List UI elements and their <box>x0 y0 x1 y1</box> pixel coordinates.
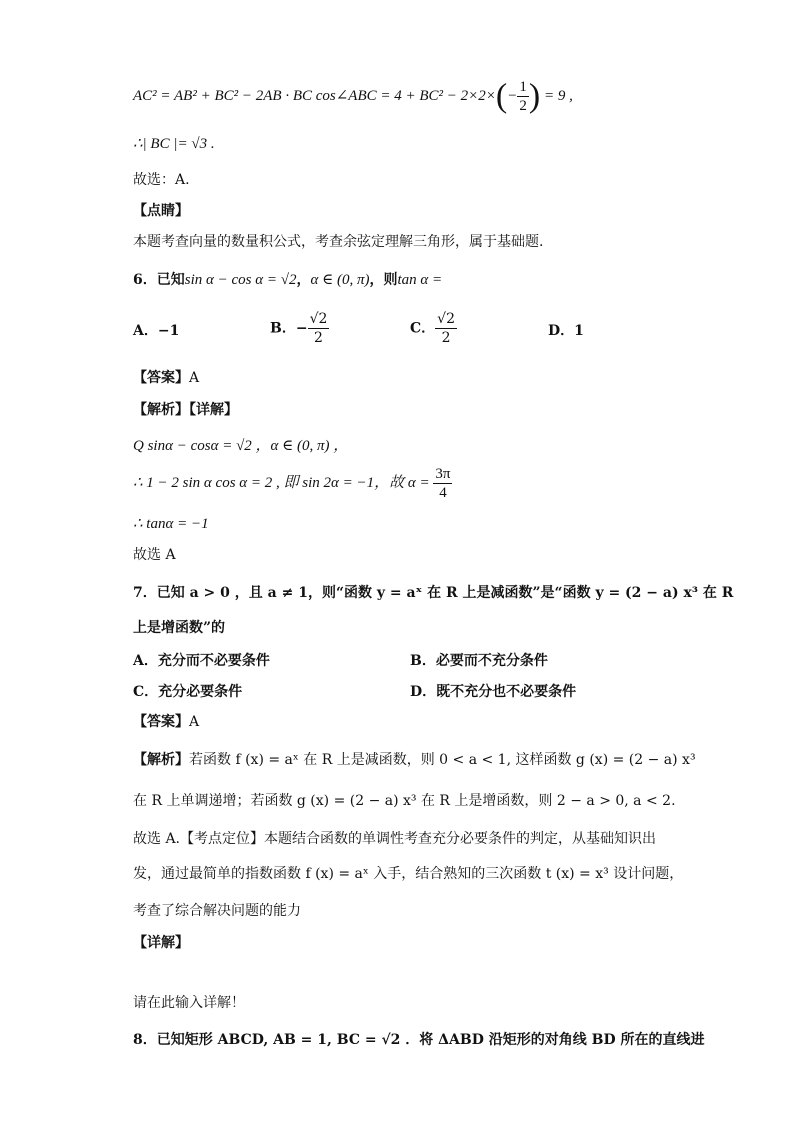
fraction-one-half <box>517 78 529 115</box>
q6-option-b-fraction <box>308 310 330 347</box>
fraction-numerator: 1 <box>519 79 527 95</box>
q7-stem-line-1: 7．已知 a > 0 ，且 a ≠ 1，则“函数 y = aˣ 在 R 上是减函数”是“函数 y = (2 − a) x³ 在 R <box>133 585 734 601</box>
q6-option-c-label: C． <box>410 320 436 337</box>
q8-stem: 8．已知矩形 ABCD, AB = 1, BC = √2 ．将 ΔABD 沿矩形的对角线 BD 所在的直线进 <box>133 1032 705 1048</box>
q7-analysis-line-4: 发，通过最简单的指数函数 f (x) = aˣ 入手，结合熟知的三次函数 t (x) = x³ 设计问题， <box>133 866 684 882</box>
q6-option-b-label: B．− <box>270 320 308 337</box>
q6-stem-interval: α ∈ (0, π) <box>310 272 370 288</box>
q6-answer <box>133 368 199 388</box>
q6-stem <box>133 270 442 290</box>
q6-step-2-text: ∴ 1 − 2 sin α cos α = 2 , 即 sin 2α = −1，故 α = <box>133 474 430 491</box>
fraction-denominator: 2 <box>314 330 323 346</box>
q7-option-a: A．充分而不必要条件 <box>133 653 270 669</box>
fraction-numerator: √2 <box>437 311 455 327</box>
bc-result: ∴| BC |= √3 . <box>133 136 215 152</box>
fraction-numerator: √2 <box>309 311 328 327</box>
cosine-law-line <box>133 78 573 115</box>
q6-option-c <box>410 310 457 347</box>
q6-stem-comma: ， <box>296 272 311 288</box>
q6-analysis-header: 【解析】【详解】 <box>133 402 238 418</box>
choice-line-5: 故选：A. <box>133 172 190 188</box>
q6-stem-question: tan α = <box>397 272 443 288</box>
q7-detail-header: 【详解】 <box>133 935 189 951</box>
answer-label: 【答案】 <box>133 714 189 730</box>
q7-option-b: B．必要而不充分条件 <box>410 653 548 669</box>
q7-option-c: C．充分必要条件 <box>133 684 243 700</box>
minus-sign: − <box>507 87 518 104</box>
answer-value: A <box>189 370 200 386</box>
q7-analysis-line-5: 考查了综合解决问题的能力 <box>133 903 301 919</box>
analysis-text: 若函数 f (x) = aˣ 在 R 上是减函数，则 0 < a < 1, 这样函数 g (x) = (2 − a) x³ <box>189 752 696 768</box>
fraction-numerator: 3π <box>435 466 451 482</box>
q6-step-1: Q sinα − cosα = √2 ，α ∈ (0, π) ， <box>133 438 349 454</box>
q6-step-3: ∴ tanα = −1 <box>133 516 209 532</box>
analysis-label: 【解析】 <box>133 752 189 768</box>
q6-option-a: A．−1 <box>133 323 180 339</box>
answer-label: 【答案】 <box>133 370 189 386</box>
cosine-law-tail: = 9 , <box>543 87 573 104</box>
q6-stem-prefix: 6．已知 <box>133 272 185 288</box>
q7-option-d: D．既不充分也不必要条件 <box>410 684 577 700</box>
answer-value: A <box>189 714 200 730</box>
cosine-law-text: AC² = AB² + BC² − 2AB · BC cos∠ABC = 4 + BC² − 2×2× <box>133 87 496 104</box>
q6-stem-then: ，则 <box>369 272 398 288</box>
fraction-denominator: 2 <box>441 330 451 346</box>
left-paren: ( <box>495 77 508 115</box>
q6-three-pi-over-four <box>433 465 452 502</box>
q6-option-d: D．1 <box>548 323 584 339</box>
q7-analysis-line-3: 故选 A.【考点定位】本题结合函数的单调性考查充分必要条件的判定，从基础知识出 <box>133 831 657 847</box>
q6-option-c-fraction <box>435 310 457 347</box>
q6-option-b <box>270 310 329 347</box>
q6-stem-equation: sin α − cos α = √2 <box>184 272 297 288</box>
q6-step-2 <box>133 465 452 502</box>
q7-stem-line-2: 上是增函数”的 <box>133 620 226 636</box>
q7-analysis-line-1 <box>133 750 696 770</box>
comment-text: 本题考查向量的数量积公式，考查余弦定理解三角形，属于基础题. <box>133 234 544 250</box>
q7-detail-text: 请在此输入详解！ <box>133 995 245 1011</box>
right-paren: ) <box>528 77 541 115</box>
q6-choice: 故选 A <box>133 547 176 563</box>
q7-analysis-line-2: 在 R 上单调递增；若函数 g (x) = (2 − a) x³ 在 R 上是增函数，则 2 − a > 0, a < 2. <box>133 793 676 809</box>
fraction-denominator: 4 <box>439 485 447 501</box>
fraction-denominator: 2 <box>519 98 527 114</box>
q7-answer <box>133 712 199 732</box>
comment-header: 【点睛】 <box>133 203 189 219</box>
